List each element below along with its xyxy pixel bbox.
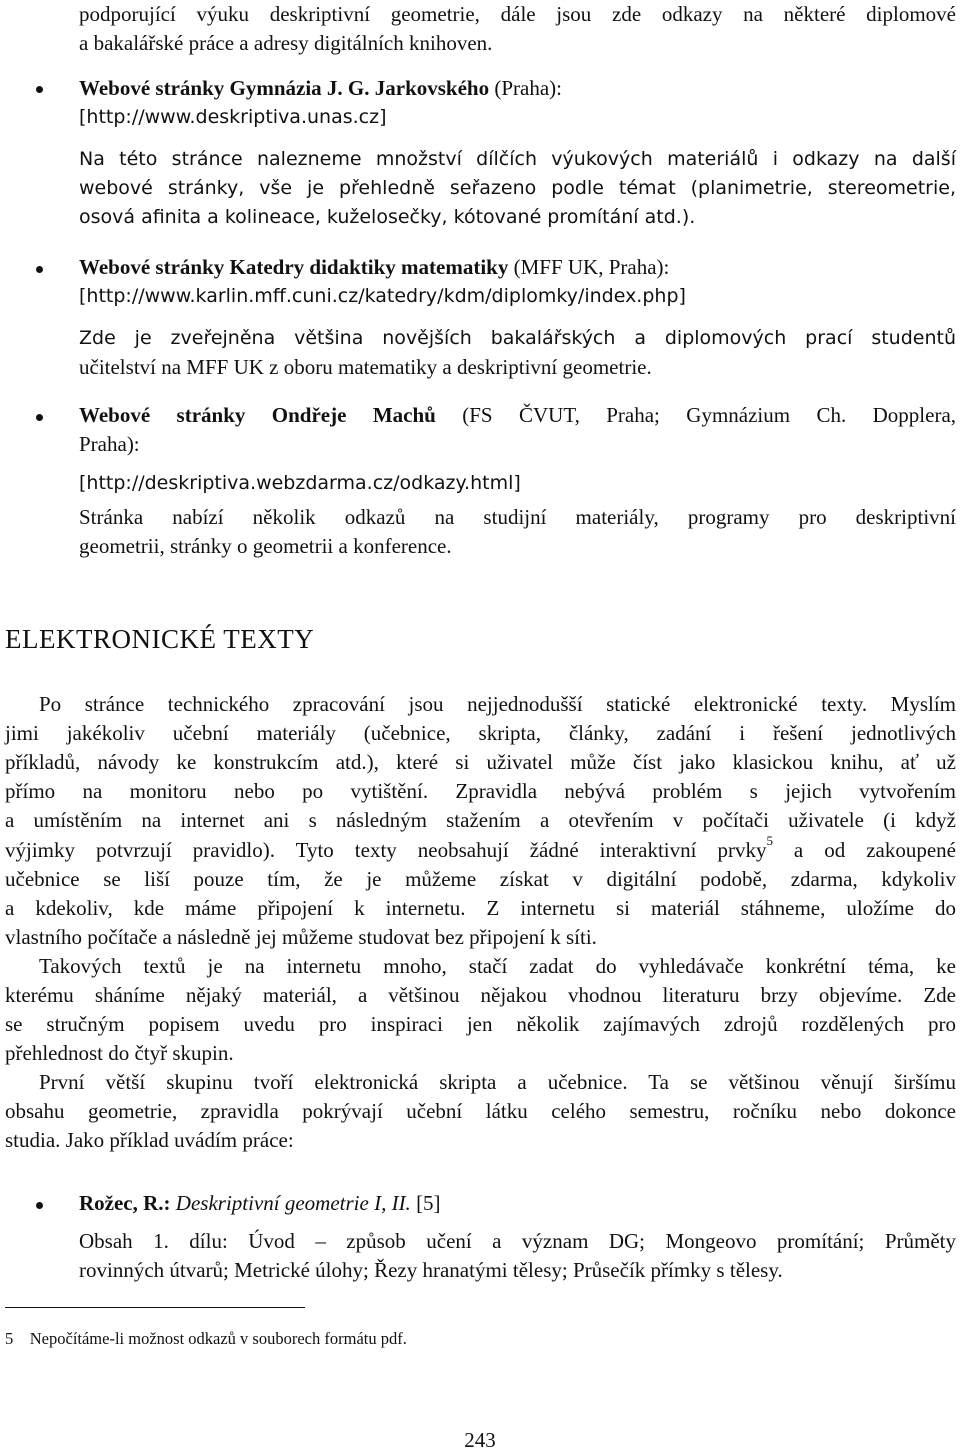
- para-1-line-2: jimi jakékoliv učební materiály (učebnice, skripta, články, zadání i řešení jednotlivých: [5, 721, 956, 745]
- para-2-line-4: přehlednost do čtyř skupin.: [5, 1041, 234, 1065]
- item-1-desc-1: Na této stránce nalezneme množství dílčích výukových materiálů i odkazy na další: [79, 148, 956, 170]
- item-2-url[interactable]: [http://www.karlin.mff.cuni.cz/katedry/kdm/diplomky/index.php]: [79, 285, 686, 307]
- item-2-title: Webové stránky Katedry didaktiky matematiky: [79, 255, 509, 279]
- reference-heading: [79, 1189, 441, 1218]
- item-3-desc-1: Stránka nabízí několik odkazů na studijní materiály, programy pro deskriptivní: [79, 505, 956, 529]
- para-1-line-6: [5, 833, 956, 865]
- footnote: [5, 1324, 407, 1353]
- page-number: 243: [464, 1428, 496, 1452]
- para-1-line-6-text: výjimky potvrzují pravidlo). Tyto texty neobsahují žádné interaktivní prvky: [5, 838, 767, 862]
- para-1-line-1: Po stránce technického zpracování jsou nejjednodušší statické elektronické texty. Myslím: [39, 692, 956, 716]
- section-heading: ELEKTRONICKÉ TEXTY: [5, 624, 315, 654]
- footnote-divider: [5, 1307, 305, 1308]
- item-3-heading: [79, 401, 956, 430]
- intro-line-2: a bakalářské práce a adresy digitálních knihoven.: [79, 31, 493, 55]
- para-1-line-8: a kdekoliv, kde máme připojení k internetu. Z internetu si materiál stáhneme, uložíme do: [5, 896, 956, 920]
- intro-line-1: podporující výuku deskriptivní geometrie, dále jsou zde odkazy na některé diplomové: [79, 2, 956, 26]
- item-3-place: (FS ČVUT, Praha; Gymnázium Ch. Dopplera,: [462, 403, 957, 427]
- para-1-line-5: a umístěním na internet ani s následným stažením a otevřením v počítači uživatele (i když: [5, 808, 956, 832]
- reference-author: Rožec, R.:: [79, 1191, 171, 1215]
- para-3-line-2: obsahu geometrie, zpravidla pokrývají učební látku celého semestru, ročníku nebo dokonce: [5, 1099, 956, 1123]
- reference-title: Deskriptivní geometrie I, II.: [175, 1191, 411, 1215]
- para-1-line-9: vlastního počítače a následně jej můžeme studovat bez připojení k síti.: [5, 925, 597, 949]
- bullet-icon: [36, 1202, 43, 1209]
- reference-content-1: Obsah 1. dílu: Úvod – způsob učení a význam DG; Mongeovo promítání; Průměty: [79, 1229, 956, 1253]
- para-3-line-3: studia. Jako příklad uvádím práce:: [5, 1128, 294, 1152]
- para-1-line-6-tail: a od zakoupené: [772, 838, 956, 862]
- para-1-line-7: učebnice se liší pouze tím, že je můžeme získat v digitální podobě, zdarma, kdykoliv: [5, 867, 956, 891]
- footnote-number: 5: [5, 1329, 14, 1348]
- item-3-desc-2: geometrii, stránky o geometrii a konference.: [79, 534, 452, 558]
- item-2-place: (MFF UK, Praha):: [513, 255, 670, 279]
- item-3-place-cont: Praha):: [79, 432, 140, 456]
- item-3-title: Webové stránky Ondřeje Machů: [79, 403, 436, 427]
- bullet-icon: [36, 266, 43, 273]
- item-2-desc-2: učitelství na MFF UK z oboru matematiky a deskriptivní geometrie.: [79, 355, 652, 379]
- para-2-line-2: kterému sháníme nějaký materiál, a většinou nějakou vhodnou literaturu brzy objevíme. Zde: [5, 983, 956, 1007]
- item-1-place: (Praha):: [494, 76, 562, 100]
- para-2-line-1: Takových textů je na internetu mnoho, stačí zadat do vyhledávače konkrétní téma, ke: [39, 954, 956, 978]
- para-1-line-3: příkladů, návody ke konstrukcím atd.), které si uživatel může číst jako klasickou knihu, ať už: [5, 750, 956, 774]
- item-2-desc-1: Zde je zveřejněna většina novějších bakalářských a diplomových prací studentů: [79, 327, 956, 349]
- footnote-reference[interactable]: 5: [766, 833, 773, 848]
- item-1-title: Webové stránky Gymnázia J. G. Jarkovského: [79, 76, 490, 100]
- item-1-desc-3: osová afinita a kolineace, kuželosečky, kótované promítání atd.).: [79, 206, 696, 228]
- para-1-line-4: přímo na monitoru nebo po vytištění. Zpravidla nebývá problém s jejich vytvořením: [5, 779, 956, 803]
- reference-cite: [5]: [416, 1191, 441, 1215]
- item-1-desc-2: webové stránky, vše je přehledně seřazeno podle témat (planimetrie, stereometrie,: [79, 177, 956, 199]
- bullet-icon: [36, 86, 43, 93]
- item-1-url[interactable]: [http://www.deskriptiva.unas.cz]: [79, 106, 387, 128]
- item-2-heading: [79, 253, 669, 282]
- reference-content-2: rovinných útvarů; Metrické úlohy; Řezy hranatými tělesy; Průsečík přímky s tělesy.: [79, 1258, 783, 1282]
- footnote-text: Nepočítáme-li možnost odkazů v souborech formátu pdf.: [29, 1329, 407, 1348]
- bullet-icon: [36, 414, 43, 421]
- para-2-line-3: se stručným popisem uvedu pro inspiraci jen několik zajímavých zdrojů rozdělených pro: [5, 1012, 956, 1036]
- para-3-line-1: První větší skupinu tvoří elektronická skripta a učebnice. Ta se většinou věnují širšímu: [39, 1070, 956, 1094]
- item-1-heading: [79, 74, 562, 103]
- item-3-url[interactable]: [http://deskriptiva.webzdarma.cz/odkazy.html]: [79, 472, 521, 494]
